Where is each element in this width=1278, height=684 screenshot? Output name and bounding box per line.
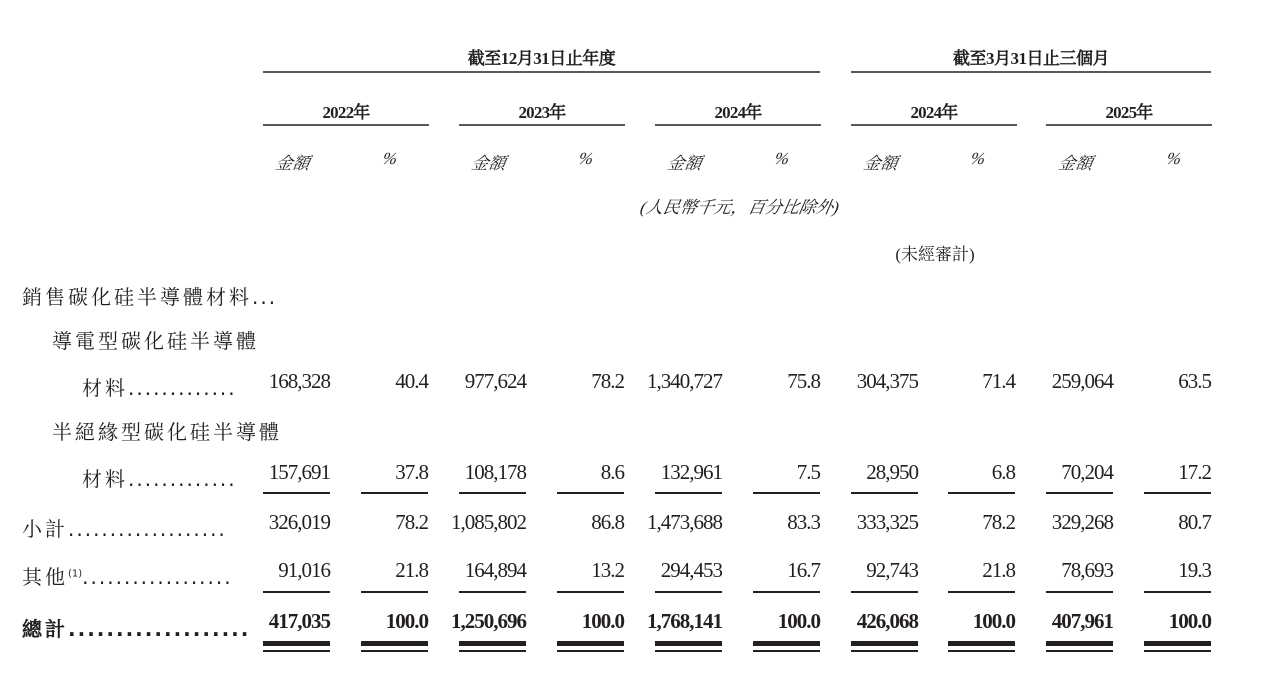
double-rule [1046,650,1113,652]
double-rule [948,650,1015,652]
table-cell: 83.3 [787,510,820,534]
double-rule [263,641,330,646]
total-rule [948,591,1015,593]
double-rule [851,650,918,652]
table-cell-total: 100.0 [1168,609,1211,633]
table-cell: 70,204 [1061,460,1113,484]
table-cell: 326,019 [268,510,330,534]
table-cell: 333,325 [856,510,918,534]
double-rule [1144,650,1211,652]
year-rule [459,124,625,126]
table-cell: 164,894 [464,558,526,582]
table-cell: 78,693 [1061,558,1113,582]
table-cell-total: 417,035 [268,609,330,633]
table-cell-total: 100.0 [972,609,1015,633]
table-cell-total: 1,250,696 [451,609,526,633]
table-cell-total: 100.0 [777,609,820,633]
table-cell: 304,375 [856,369,918,393]
table-cell: 92,743 [866,558,918,582]
double-rule [655,641,722,646]
double-rule [1144,641,1211,646]
table-cell: 63.5 [1178,369,1211,393]
table-cell: 157,691 [268,460,330,484]
group-rule-three-months [851,71,1211,73]
total-rule [851,591,918,593]
double-rule [753,641,820,646]
table-cell: 80.7 [1178,510,1211,534]
year-header-2024-q1: 2024年 [910,103,958,122]
year-header-2025-q1: 2025年 [1105,103,1153,122]
table-cell: 7.5 [796,460,820,484]
table-cell: 8.6 [600,460,624,484]
column-header-amount: 金額 [861,154,900,173]
subtotal-rule [753,492,820,494]
row-label-conductive: 導電型碳化硅半導體 [52,329,259,353]
unit-note: (人民幣千元，百分比除外) [638,198,841,217]
total-rule [1046,591,1113,593]
table-cell: 16.7 [787,558,820,582]
year-rule [655,124,821,126]
subtotal-rule [1046,492,1113,494]
column-header-amount: 金額 [273,154,312,173]
table-cell: 1,340,727 [647,369,722,393]
year-header-2024: 2024年 [714,103,762,122]
column-header-percent: % [1165,149,1183,168]
table-cell: 21.8 [395,558,428,582]
year-rule [263,124,429,126]
table-cell: 977,624 [464,369,526,393]
total-rule [557,591,624,593]
subtotal-rule [1144,492,1211,494]
table-cell: 19.3 [1178,558,1211,582]
year-header-2023: 2023年 [518,103,566,122]
double-rule [557,641,624,646]
total-rule [361,591,428,593]
table-cell: 6.8 [991,460,1015,484]
year-rule [851,124,1017,126]
table-cell: 86.8 [591,510,624,534]
subtotal-rule [948,492,1015,494]
column-header-percent: % [577,149,595,168]
year-header-2022: 2022年 [322,103,370,122]
table-cell: 28,950 [866,460,918,484]
table-cell: 78.2 [395,510,428,534]
subtotal-rule [263,492,330,494]
total-rule [753,591,820,593]
total-rule [459,591,526,593]
column-header-amount: 金額 [469,154,508,173]
table-cell: 168,328 [268,369,330,393]
column-header-percent: % [969,149,987,168]
table-cell: 1,473,688 [647,510,722,534]
double-rule [263,650,330,652]
double-rule [655,650,722,652]
row-label-others: 其他$^{(1)}$.................. [22,565,233,589]
double-rule [361,641,428,646]
table-cell: 21.8 [982,558,1015,582]
table-cell: 294,453 [660,558,722,582]
subtotal-rule [361,492,428,494]
group-rule-fiscal-year [263,71,820,73]
table-cell: 259,064 [1051,369,1113,393]
total-rule [655,591,722,593]
column-header-percent: % [773,149,791,168]
subtotal-rule [557,492,624,494]
table-cell: 17.2 [1178,460,1211,484]
table-cell-total: 1,768,141 [647,609,722,633]
table-cell: 329,268 [1051,510,1113,534]
row-label-conductive-material: 材料............. [82,376,237,400]
total-rule [263,591,330,593]
total-rule [1144,591,1211,593]
double-rule [459,650,526,652]
table-cell: 75.8 [787,369,820,393]
table-cell: 78.2 [591,369,624,393]
table-cell: 78.2 [982,510,1015,534]
table-cell: 40.4 [395,369,428,393]
group-title-fiscal-year: 截至12月31日止年度 [467,49,616,68]
table-cell-total: 100.0 [581,609,624,633]
table-cell: 1,085,802 [451,510,526,534]
table-cell: 108,178 [464,460,526,484]
row-label-semi-insulating: 半絕緣型碳化硅半導體 [52,420,282,444]
table-cell: 132,961 [660,460,722,484]
double-rule [948,641,1015,646]
group-title-three-months: 截至3月31日止三個月 [953,49,1109,68]
double-rule [753,650,820,652]
table-cell-total: 100.0 [385,609,428,633]
column-header-amount: 金額 [665,154,704,173]
table-cell-total: 426,068 [856,609,918,633]
table-cell: 37.8 [395,460,428,484]
unaudited-note: (未經審計) [895,245,975,264]
subtotal-rule [655,492,722,494]
double-rule [459,641,526,646]
subtotal-rule [851,492,918,494]
year-rule [1046,124,1212,126]
subtotal-rule [459,492,526,494]
row-label-total: 總計................... [22,617,251,641]
row-label-semi-insulating-material: 材料............. [82,467,237,491]
table-cell: 13.2 [591,558,624,582]
column-header-amount: 金額 [1056,154,1095,173]
row-label-subtotal: 小計................... [22,517,227,541]
double-rule [1046,641,1113,646]
double-rule [557,650,624,652]
table-cell: 91,016 [278,558,330,582]
double-rule [361,650,428,652]
column-header-percent: % [381,149,399,168]
table-cell-total: 407,961 [1051,609,1113,633]
footnote-marker: (1) [68,568,83,580]
table-cell: 71.4 [982,369,1015,393]
double-rule [851,641,918,646]
row-label-sic-sales: 銷售碳化硅半導體材料... [22,285,278,309]
